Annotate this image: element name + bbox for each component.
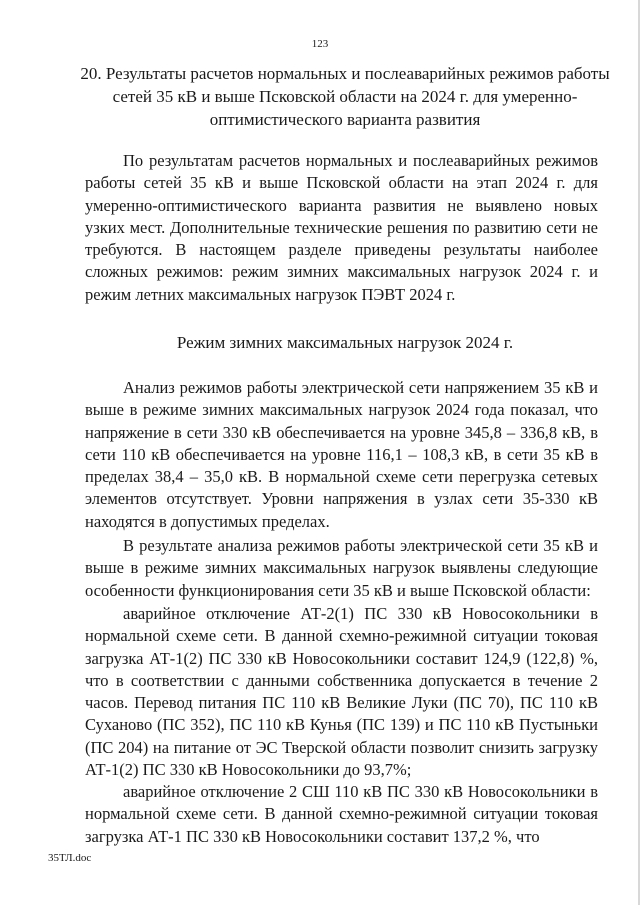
paragraph-analysis: Анализ режимов работы электрической сети напряжением 35 кВ и выше в режиме зимних максимальных нагрузок 2024 года показал, что напряжение в сети 330 кВ обеспечивается на уровне 345,8 – 336,8 кВ, в сети 110 кВ обеспечивается на уровне 116,1 – 108,3 кВ, в сети 35 кВ в пределах 38,4 – 35,0 кВ. В нормальной схеме сети перегрузка сетевых элементов отсутствует. Уровни напряжения в узлах сети 35-330 кВ находятся в допустимых пределах.: [85, 378, 598, 531]
paragraph-finding-1: аварийное отключение АТ-2(1) ПС 330 кВ Новосокольники в нормальной схеме сети. В данной схемно-режимной ситуации токовая загрузка АТ-1(2) ПС 330 кВ Новосокольники составит 124,9 (122,8) %, что в соответствии с данными собственника допускается в течение 2 часов. Перевод питания ПС 110 кВ Великие Луки (ПС 70), ПС 110 кВ Суханово (ПС 352), ПС 110 кВ Кунья (ПС 139) и ПС 110 кВ Пустыньки (ПС 204) на питание от ЭС Тверской области позволит снизить загрузку АТ-1(2) ПС 330 кВ Новосокольники до 93,7%;: [85, 604, 598, 780]
footer-filename: 35ТЛ.doc: [48, 852, 92, 864]
paragraph-finding-2: аварийное отключение 2 СШ 110 кВ ПС 330 кВ Новосокольники в нормальной схеме сети. В данной схемно-режимной ситуации токовая загрузка АТ-1 ПС 330 кВ Новосокольники составит 137,2 %, что: [85, 782, 598, 846]
page-number: 123: [311, 38, 329, 50]
section-heading: 20. Результаты расчетов нормальных и послеаварийных режимов работы сетей 35 кВ и выше Псковской области на 2024 г. для умеренно-оптимистического варианта развития: [80, 64, 610, 129]
subsection-heading: Режим зимних максимальных нагрузок 2024 г.: [176, 333, 514, 352]
paragraph-findings-intro: В результате анализа режимов работы электрической сети 35 кВ и выше в режиме зимних максимальных нагрузок выявлены следующие особенности функционирования сети 35 кВ и выше Псковской области:: [85, 536, 598, 600]
intro-paragraph: По результатам расчетов нормальных и послеаварийных режимов работы сетей 35 кВ и выше Псковской области на этап 2024 г. для умеренно-оптимистического варианта развития не выявлено новых узких мест. Дополнительные технические решения по развитию сети не требуются. В настоящем разделе приведены результаты наиболее сложных режимов: режим зимних максимальных нагрузок 2024 г. и режим летних максимальных нагрузок ПЭВТ 2024 г.: [85, 151, 598, 304]
